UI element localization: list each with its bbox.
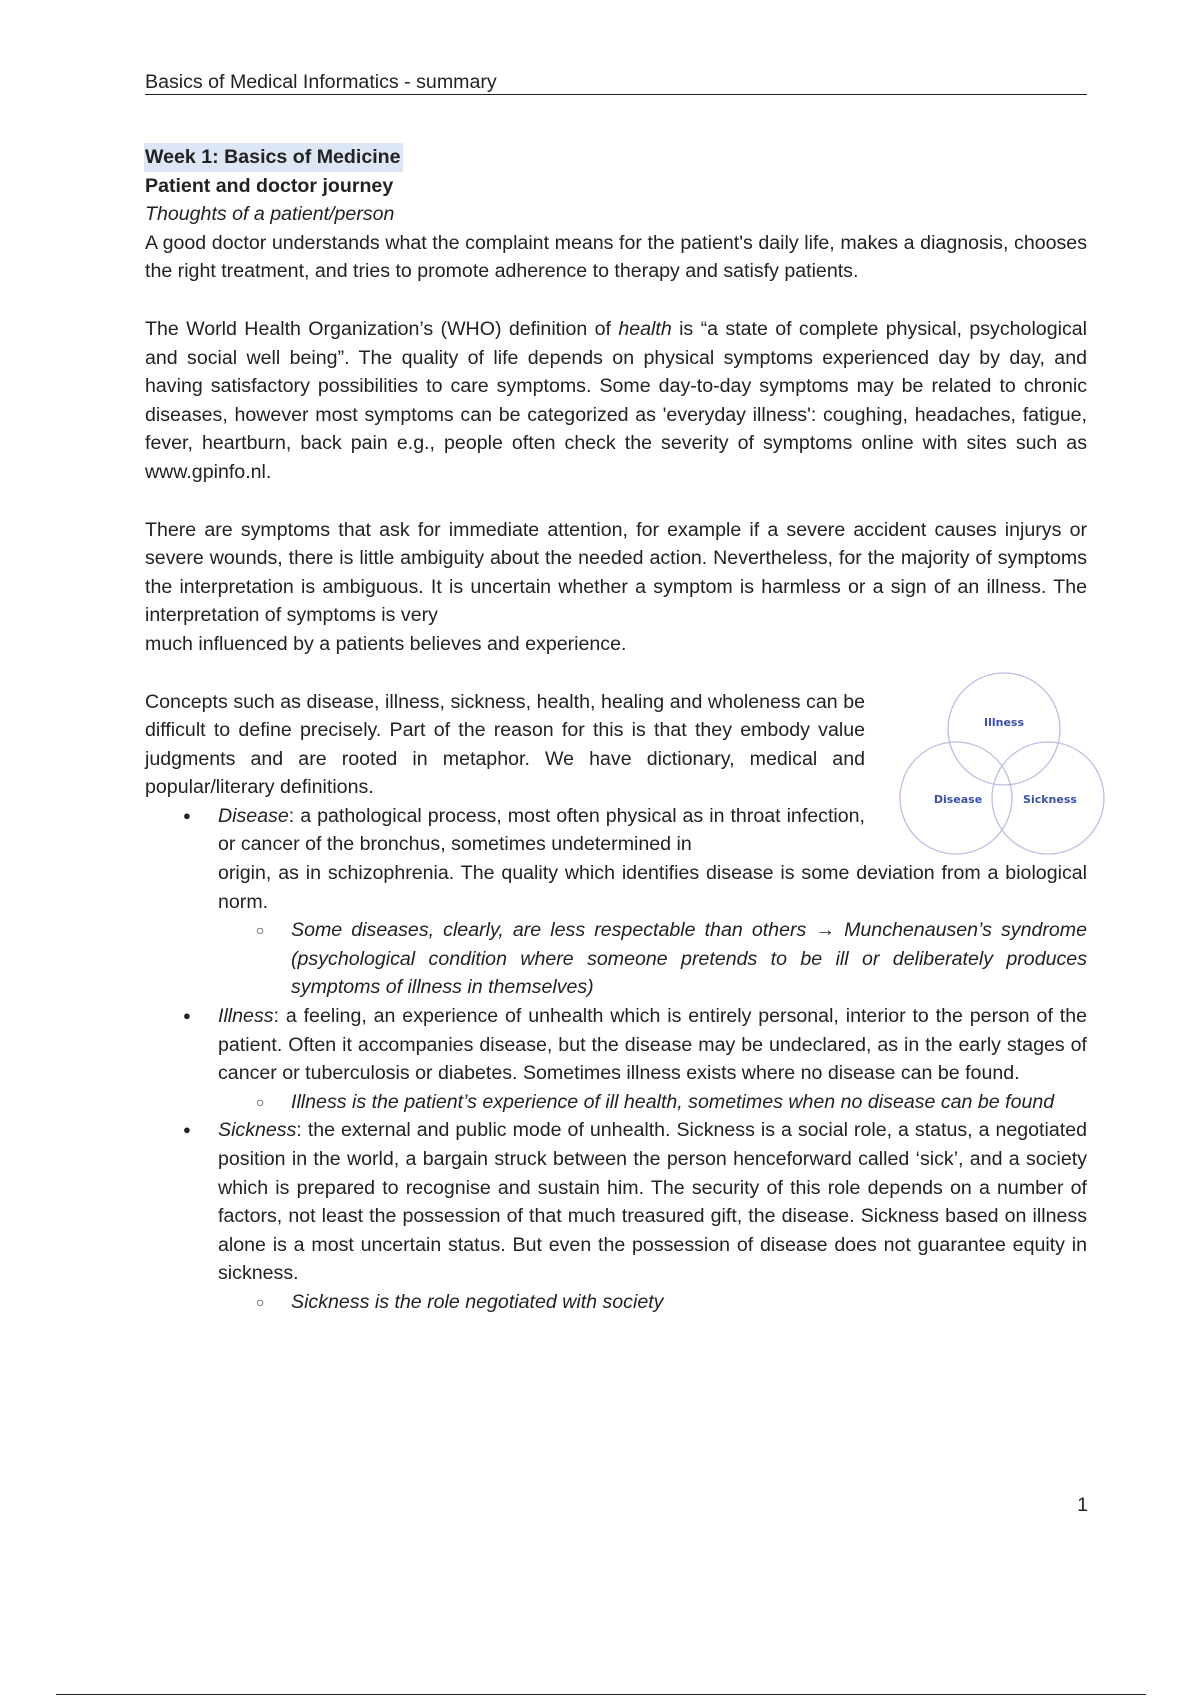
running-header: Basics of Medical Informatics - summary: [145, 70, 1087, 95]
list-item-disease: ● Disease: a pathological process, most often physical as in throat infection, or cancer of the bronchus, sometimes undetermined in origin, as in schizophrenia. The quality which identifies disease is some deviation from a biological norm. ○ Some diseases, clearly, are less respectable than others → Munchenausen’s syndrome (psychological condition where someone pretends to be ill or deliberately produces symptoms of illness in themselves): [145, 802, 1087, 1002]
list-item-sickness: ● Sickness: the external and public mode of unhealth. Sickness is a social role, a status, a negotiated position in the world, a bargain struck between the person henceforward called ‘sick’, and a society which is prepared to recognise and sustain him. The security of this role depends on a number of factors, not least the possession of that much treasured gift, the disease. Sickness based on illness alone is a most uncertain status. But even the possession of disease does not guarantee equity in sickness. ○ Sickness is the role negotiated with society: [145, 1116, 1087, 1316]
definitions-list: [145, 802, 1087, 1317]
week-heading: Week 1: Basics of Medicine: [144, 143, 403, 172]
sub-item-sickness: ○ Sickness is the role negotiated with society: [218, 1288, 1087, 1317]
footer-rule: [56, 1694, 1146, 1695]
venn-label-disease: Disease: [933, 793, 983, 806]
health-term: health: [618, 317, 672, 340]
subsection-heading: Thoughts of a patient/person: [145, 203, 395, 226]
paragraph-symptoms-end: much influenced by a patients believes and experience.: [145, 632, 627, 655]
sub-item-disease: ○ Some diseases, clearly, are less respectable than others → Munchenausen’s syndrome (psychological condition where someone pretends to be ill or deliberately produces symptoms of illness in themselves): [218, 916, 1087, 1002]
paragraph-good-doctor: A good doctor understands what the complaint means for the patient's daily life, makes a diagnosis, chooses the right treatment, and tries to promote adherence to therapy and satisfy patients.: [145, 231, 1087, 283]
venn-label-illness: Illness: [983, 716, 1025, 729]
sub-item-illness: ○ Illness is the patient’s experience of ill health, sometimes when no disease can be found: [218, 1088, 1087, 1117]
section-heading: Patient and doctor journey: [145, 174, 394, 197]
paragraph-symptoms: There are symptoms that ask for immediate attention, for example if a severe accident causes injurys or severe wounds, there is little ambiguity about the needed action. Nevertheless, for the majority of symptoms the interpretation is ambiguous. It is uncertain whether a symptom is harmless or a sign of an illness. The interpretation of symptoms is very: [145, 518, 1087, 627]
venn-diagram: [897, 672, 1107, 872]
paragraph-concepts: Concepts such as disease, illness, sickness, health, healing and wholeness can be difficult to define precisely. Part of the reason for this is that they embody value judgments and are rooted in metaphor. We have dictionary, medical and popular/literary definitions.: [145, 690, 865, 799]
paragraph-who-definition: The World Health Organization’s (WHO) definition of health is “a state of complete physical, psychological and social well being”. The quality of life depends on physical symptoms experienced day by day, and having satisfactory possibilities to care symptoms. Some day-to-day symptoms may be related to chronic diseases, however most symptoms can be categorized as 'everyday illness': coughing, headaches, fatigue, fever, heartburn, back pain e.g., people often check the severity of symptoms online with sites such as www.gpinfo.nl.: [145, 317, 1087, 483]
venn-label-sickness: Sickness: [1023, 793, 1077, 806]
page-number: 1: [1077, 1494, 1088, 1516]
document-page: [145, 70, 1087, 1317]
list-item-illness: ● Illness: a feeling, an experience of unhealth which is entirely personal, interior to the person of the patient. Often it accompanies disease, but the disease may be undeclared, as in the early stages of cancer or tuberculosis or diabetes. Sometimes illness exists where no disease can be found. ○ Illness is the patient’s experience of ill health, sometimes when no disease can be found: [145, 1002, 1087, 1116]
